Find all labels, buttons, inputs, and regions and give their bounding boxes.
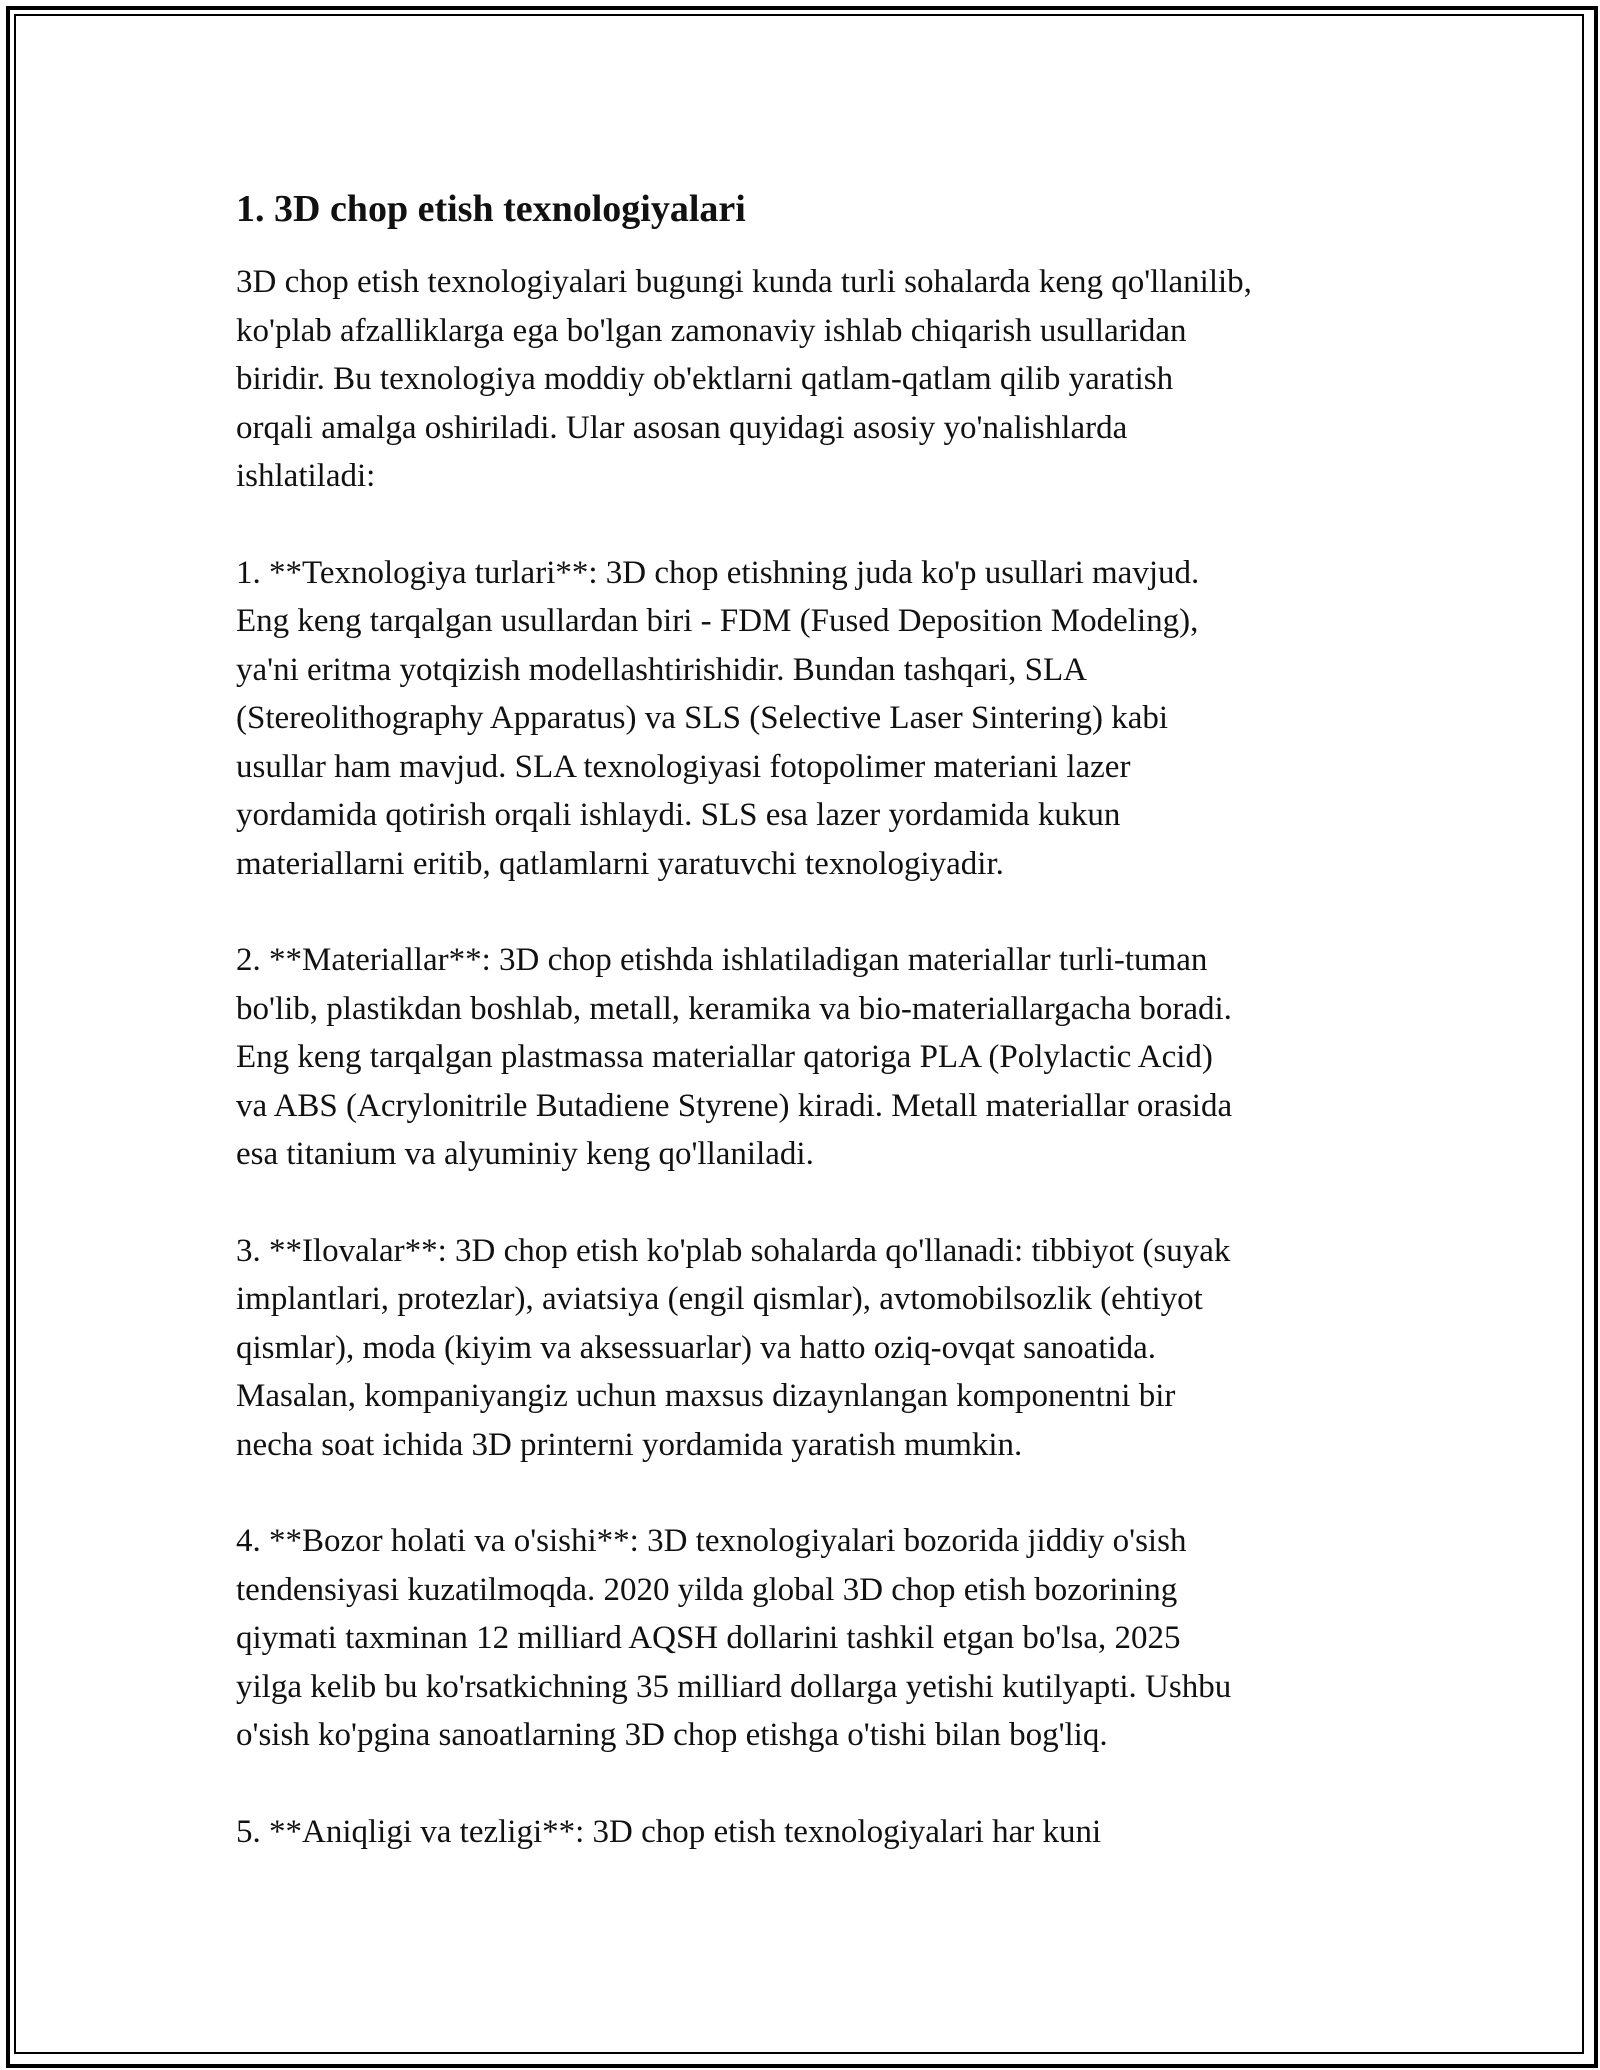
intro-paragraph: 3D chop etish texnologiyalari bugungi kunda turli sohalarda keng qo'llanilib, ko'plab afzalliklarga ega bo'lgan zamonaviy ishlab chiqarish usullaridan biridir. Bu texnologiya moddiy ob'ektlarni qatlam-qatlam qilib yaratish orqali amalga oshiriladi. Ular asosan quyidagi asosiy yo'nalishlarda ishlatiladi: — [236, 264, 1252, 494]
paragraph-accuracy-speed: 5. **Aniqligi va tezligi**: 3D chop etish texnologiyalari har kuni — [236, 1813, 1102, 1850]
paragraph-market: 4. **Bozor holati va o'sishi**: 3D texnologiyalari bozorida jiddiy o'sish tendensiyasi kuzatilmoqda. 2020 yilda global 3D chop etish bozorining qiymati taxminan 12 milliard AQSH dollarini tashkil etgan bo'lsa, 2025 yilga kelib bu ko'rsatkichning 35 milliard dollarga yetishi kutilyapti. Ushbu o'sish ko'pgina sanoatlarning 3D chop etishga o'tishi bilan bog'liq. — [236, 1523, 1232, 1753]
paragraph-materials: 2. **Materiallar**: 3D chop etishda ishlatiladigan materiallar turli-tuman bo'lib, plastikdan boshlab, metall, keramika va bio-materiallargacha boradi. Eng keng tarqalgan plastmassa materiallar qatoriga PLA (Polylactic Acid) va ABS (Acrylonitrile Butadiene Styrene) kiradi. Metall materiallar orasida esa titanium va alyuminiy keng qo'llaniladi. — [236, 942, 1233, 1172]
paragraph-technology-types: 1. **Texnologiya turlari**: 3D chop etishning juda ko'p usullari mavjud. Eng keng tarqalgan usullardan biri - FDM (Fused Deposition Modeling), ya'ni eritma yotqizish modellashtirishidir. Bundan tashqari, SLA (Stereolithography Apparatus) va SLS (Selective Laser Sintering) kabi usullar ham mavjud. SLA texnologiyasi fotopolimer materiani lazer yordamida qotirish orqali ishlaydi. SLS esa lazer yordamida kukun materiallarni eritib, qatlamlarni yaratuvchi texnologiyadir. — [236, 554, 1200, 882]
paragraph-applications: 3. **Ilovalar**: 3D chop etish ko'plab sohalarda qo'llanadi: tibbiyot (suyak implantlari, protezlar), aviatsiya (engil qismlar), avtomobilsozlik (ehtiyot qismlar), moda (kiyim va aksessuarlar) va hatto oziq-ovqat sanoatida. Masalan, kompaniyangiz uchun maxsus dizaynlangan komponentni bir necha soat ichida 3D printerni yordamida yaratish mumkin. — [236, 1232, 1231, 1463]
document-body — [236, 186, 1386, 1904]
document-title: 1. 3D chop etish texnologiyalari — [236, 188, 746, 230]
